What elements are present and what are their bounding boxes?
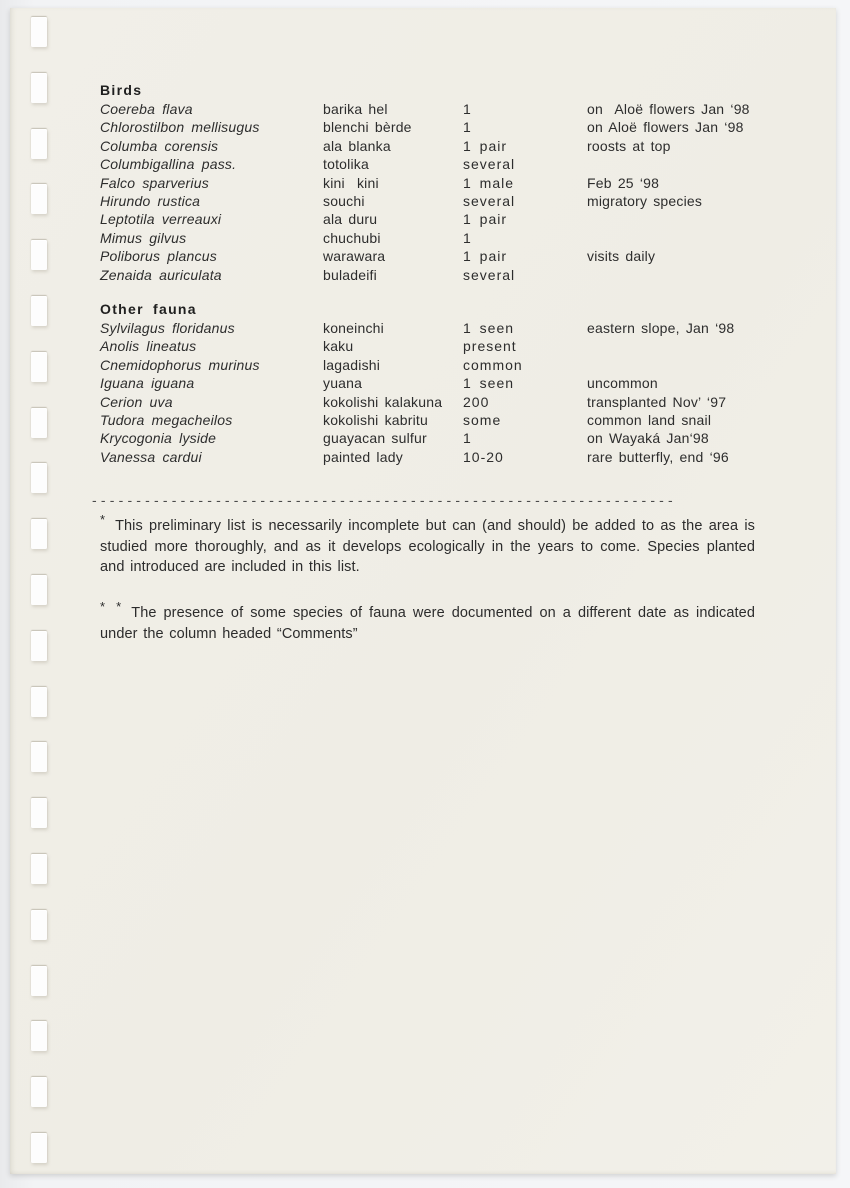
count: 1: [463, 101, 472, 117]
local-name: lagadishi: [323, 356, 381, 373]
local-name: warawara: [323, 248, 386, 265]
local-name: souchi: [323, 192, 365, 209]
comment: roosts at top: [587, 137, 671, 154]
fauna-row: [100, 174, 800, 192]
fauna-row: [100, 210, 800, 228]
count: 10-20: [463, 448, 504, 465]
scientific-name: Poliborus plancus: [100, 248, 217, 265]
scientific-name: Columba corensis: [100, 137, 219, 154]
scientific-name: Falco sparverius: [100, 174, 209, 191]
local-name: blenchi bèrde: [323, 119, 412, 136]
count: 200: [463, 393, 490, 410]
binding-hole: [31, 184, 47, 214]
count: 1 pair: [463, 211, 508, 228]
section-birds: [100, 82, 800, 284]
local-name: kokolishi kalakuna: [323, 393, 443, 410]
local-name: guayacan sulfur: [323, 430, 427, 447]
fauna-row: [100, 155, 800, 173]
scientific-name: Coereba flava: [100, 101, 193, 117]
fauna-row: [100, 137, 800, 155]
paper: [10, 8, 836, 1174]
scientific-name: Tudora megacheilos: [100, 411, 233, 428]
comment: common land snail: [587, 411, 712, 428]
fauna-row: [100, 118, 800, 136]
count: several: [463, 266, 516, 283]
binding-hole: [31, 742, 47, 772]
binding-hole: [31, 966, 47, 996]
comment: visits daily: [587, 248, 656, 265]
section-header-birds: Birds: [100, 82, 143, 98]
fauna-row: [100, 374, 800, 392]
local-name: ala blanka: [323, 137, 391, 154]
scientific-name: Columbigallina pass.: [100, 156, 237, 173]
fauna-row: [100, 448, 800, 466]
local-name: koneinchi: [323, 320, 384, 336]
scientific-name: Mimus gilvus: [100, 229, 187, 246]
binding-hole: [31, 408, 47, 438]
fauna-row: [100, 393, 800, 411]
binding-hole: [31, 17, 47, 47]
count: 1 pair: [463, 137, 508, 154]
local-name: totolika: [323, 156, 369, 173]
local-name: yuana: [323, 375, 363, 392]
binding-hole: [31, 519, 47, 549]
count: several: [463, 156, 516, 173]
fauna-row: [100, 247, 800, 265]
fauna-row: [100, 266, 800, 284]
local-name: ala duru: [323, 211, 378, 228]
count: present: [463, 338, 517, 355]
scientific-name: Vanessa cardui: [100, 448, 202, 465]
fauna-row: [100, 429, 800, 447]
fauna-row: [100, 356, 800, 374]
scientific-name: Zenaida auriculata: [100, 266, 222, 283]
count: 1 seen: [463, 320, 515, 336]
footnote-text: This preliminary list is necessarily incomplete but can (and should) be added to as the area is studied more thoroughly, and as it develops ecologically in the years to come. Species planted and introduced are included in this list.: [100, 518, 755, 575]
binding-hole: [31, 631, 47, 661]
binding-hole: [31, 854, 47, 884]
footnote-marker: *: [100, 512, 109, 527]
count: 1 seen: [463, 375, 515, 392]
binding-hole: [31, 1133, 47, 1163]
comment: on Wayaká Jan‘98: [587, 430, 709, 447]
binding-hole: [31, 575, 47, 605]
fauna-row: [100, 319, 800, 337]
count: several: [463, 192, 516, 209]
scientific-name: Sylvilagus floridanus: [100, 320, 235, 336]
count: 1 male: [463, 174, 515, 191]
local-name: chuchubi: [323, 229, 381, 246]
section-header-other-fauna: Other fauna: [100, 301, 197, 317]
binding-hole: [31, 240, 47, 270]
fauna-row: [100, 411, 800, 429]
fauna-row: [100, 337, 800, 355]
count: 1 pair: [463, 248, 508, 265]
count: 1: [463, 430, 472, 447]
footnote-text: The presence of some species of fauna were documented on a different date as indicated under the column headed “Comments”: [100, 605, 755, 642]
local-name: kini kini: [323, 174, 379, 191]
binding-hole: [31, 1077, 47, 1107]
scientific-name: Krycogonia lyside: [100, 430, 217, 447]
binding-hole: [31, 1021, 47, 1051]
binding-hole: [31, 687, 47, 717]
local-name: buladeifi: [323, 266, 377, 283]
local-name: kaku: [323, 338, 354, 355]
footnote-1: [100, 512, 755, 578]
comment: Feb 25 ‘98: [587, 174, 660, 191]
local-name: painted lady: [323, 448, 403, 465]
fauna-row: [100, 192, 800, 210]
scientific-name: Cnemidophorus murinus: [100, 356, 260, 373]
count: common: [463, 356, 523, 373]
comment: migratory species: [587, 192, 703, 209]
comment: on Aloë flowers Jan ‘98: [587, 119, 744, 136]
comment: uncommon: [587, 375, 658, 392]
fauna-row: [100, 229, 800, 247]
scientific-name: Anolis lineatus: [100, 338, 197, 355]
fauna-row: [100, 100, 800, 118]
footnote-marker: * *: [100, 599, 125, 614]
dashed-divider: ------------------------------------------------------------------: [92, 492, 677, 508]
count: 1: [463, 119, 472, 136]
footnote-2: [100, 599, 755, 644]
comment: transplanted Nov’ ‘97: [587, 393, 727, 410]
binding-hole: [31, 463, 47, 493]
binding-hole: [31, 910, 47, 940]
local-name: kokolishi kabritu: [323, 411, 428, 428]
section-other-fauna: [100, 301, 800, 466]
binding-hole: [31, 129, 47, 159]
comment: on Aloë flowers Jan ‘98: [587, 101, 750, 117]
comment: rare butterfly, end ‘96: [587, 448, 729, 465]
binding-hole: [31, 352, 47, 382]
comment: eastern slope, Jan ‘98: [587, 320, 735, 336]
count: 1: [463, 229, 472, 246]
scientific-name: Leptotila verreauxi: [100, 211, 222, 228]
scientific-name: Hirundo rustica: [100, 192, 201, 209]
scientific-name: Iguana iguana: [100, 375, 195, 392]
scientific-name: Cerion uva: [100, 393, 173, 410]
scientific-name: Chlorostilbon mellisugus: [100, 119, 260, 136]
binding-hole: [31, 296, 47, 326]
binding-hole: [31, 73, 47, 103]
count: some: [463, 411, 502, 428]
local-name: barika hel: [323, 101, 388, 117]
binding-hole: [31, 798, 47, 828]
